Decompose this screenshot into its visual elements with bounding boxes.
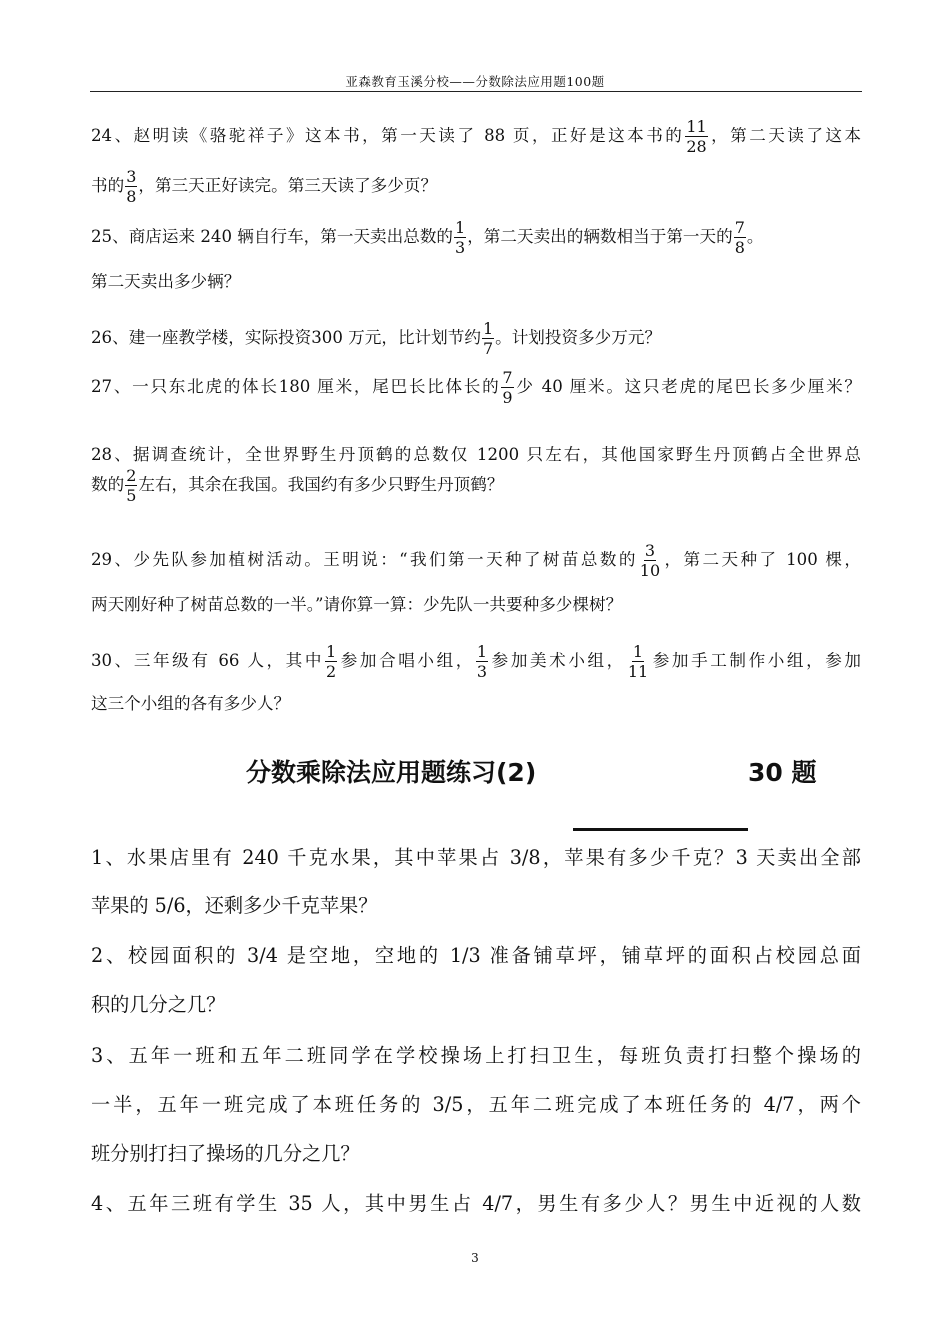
problem-24-line-1 [91,118,861,155]
text: 29、少先队参加植树活动。王明说：“我们第一天种了树苗总数的 [91,550,638,569]
denominator: 3 [476,662,488,681]
fraction [325,643,337,680]
problem-25-line-1 [91,219,764,256]
problem-30-line-1 [91,643,861,680]
numerator: 7 [502,368,513,387]
text: ，第二天读了这本 [708,126,862,145]
problem-29-line-2: 两天刚好种了树苗总数的一半。”请你算一算：少先队一共要种多少棵树？ [91,595,623,614]
question-2-line-1: 2、校园面积的 3/4 是空地，空地的 1/3 准备铺草坪，铺草坪的面积占校园总面 [91,944,861,967]
question-3-line-3: 班分别打扫了操场的几分之几？ [91,1142,360,1165]
text: 。计划投资多少万元？ [495,328,662,347]
fraction [627,643,649,680]
text: 27、一只东北虎的体长180 厘米，尾巴长比体长的 [91,377,501,396]
denominator: 11 [627,662,649,681]
denominator: 2 [325,662,337,681]
numerator: 1 [476,642,488,661]
fraction [454,219,466,256]
problem-24-line-2 [91,168,437,205]
denominator: 3 [455,238,466,257]
header-rule [90,91,862,92]
question-3-line-2: 一半，五年一班完成了本班任务的 3/5，五年二班完成了本班任务的 4/7，两个 [91,1093,861,1116]
problem-29-line-1 [91,542,861,579]
problem-27-line-1 [91,369,861,406]
question-4-line-1: 4、五年三班有学生 35 人，其中男生占 4/7，男生有多少人？男生中近视的人数 [91,1192,861,1215]
section-count: 30 题 [748,758,817,787]
denominator: 7 [482,339,494,358]
text: 参加合唱小组， [338,651,475,670]
numerator: 1 [632,642,644,661]
problem-30-line-2: 这三个小组的各有多少人？ [91,694,291,713]
numerator: 3 [126,167,137,186]
denominator: 9 [502,388,513,407]
numerator: 7 [734,218,745,237]
text: 参加手工制作小组，参加 [650,651,862,670]
title-underline [573,828,748,831]
question-1-line-1: 1、水果店里有 240 千克水果，其中苹果占 3/8，苹果有多少千克？3 天卖出全部 [91,846,861,869]
fraction [476,643,488,680]
fraction [685,118,707,155]
denominator: 28 [686,137,707,156]
text: 26、建一座教学楼，实际投资300 万元，比计划节约 [91,328,481,347]
problem-28-line-1: 28、据调查统计，全世界野生丹顶鹤的总数仅 1200 只左右，其他国家野生丹顶鹤占全世界总 [91,445,861,464]
problem-28-line-2 [91,467,503,504]
denominator: 5 [126,486,137,505]
text: 少 40 厘米。这只老虎的尾巴长多少厘米？ [514,377,862,396]
fraction [639,542,661,579]
text: 左右，其余在我国。我国约有多少只野生丹顶鹤？ [138,475,504,494]
text: 24、赵明读《骆驼祥子》这本书，第一天读了 88 页，正好是这本书的 [91,126,685,145]
text: ，第二天卖出的辆数相当于第一天的 [467,227,733,246]
problem-25-line-2: 第二天卖出多少辆？ [91,272,241,291]
text: 30、三年级有 66 人，其中 [91,651,324,670]
denominator: 8 [734,238,745,257]
text: ，第三天正好读完。第三天读了多少页？ [138,176,438,195]
text: ，第二天种了 100 棵， [662,550,861,569]
text: 参加美术小组， [489,651,626,670]
numerator: 1 [482,319,494,338]
section-title: 分数乘除法应用题练习(2) [246,758,537,787]
fraction [125,168,137,205]
numerator: 1 [325,642,337,661]
question-1-line-2: 苹果的 5/6，还剩多少千克苹果？ [91,894,378,917]
fraction [482,320,494,357]
text: 数的 [91,475,125,494]
numerator: 11 [686,117,707,136]
text: 书的 [91,176,125,195]
numerator: 2 [126,466,137,485]
denominator: 8 [126,187,137,206]
fraction [125,467,137,504]
fraction [501,369,513,406]
numerator: 1 [455,218,466,237]
page-header: 亚森教育玉溪分校——分数除法应用题100题 [345,74,605,89]
numerator: 3 [644,541,656,560]
question-2-line-2: 积的几分之几？ [91,993,226,1016]
question-3-line-1: 3、五年一班和五年二班同学在学校操场上打扫卫生，每班负责打扫整个操场的 [91,1044,861,1067]
text: 。 [746,227,764,246]
text: 25、商店运来 240 辆自行车，第一天卖出总数的 [91,227,454,246]
denominator: 10 [639,561,661,580]
page-number: 3 [471,1251,479,1265]
problem-26-line-1 [91,320,661,357]
fraction [734,219,746,256]
